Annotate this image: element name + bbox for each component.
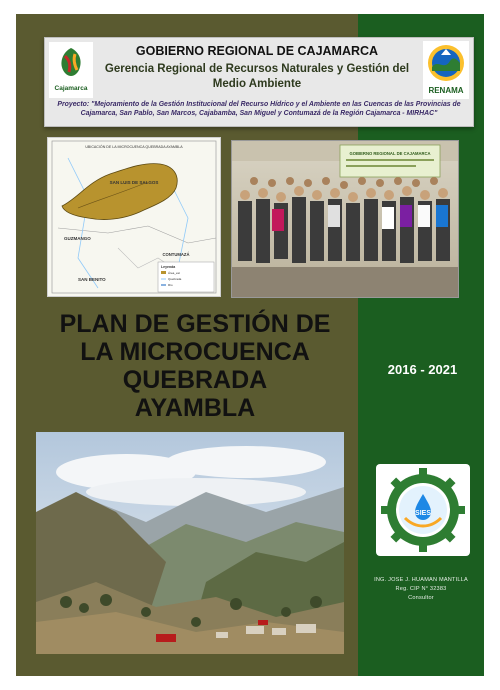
- map-label-contumaza: CONTUMAZÁ: [162, 252, 190, 257]
- consultant-role: Consultor: [408, 595, 434, 601]
- map-legend-item: Río: [168, 283, 173, 287]
- map-label-guzmango: GUZMANGO: [64, 236, 91, 241]
- renama-logo-text: RENAMA: [428, 86, 464, 95]
- map-label-san-benito: SAN BENITO: [78, 277, 106, 282]
- plan-period: 2016 - 2021: [387, 362, 458, 377]
- banner-text: GOBIERNO REGIONAL DE CAJAMARCA: [349, 151, 431, 156]
- cajamarca-logo: [49, 42, 93, 98]
- landscape-photo: [36, 432, 344, 654]
- renama-logo: [423, 41, 469, 99]
- header-subtitle: Gerencia Regional de Recursos Naturales y Gestión del Medio Ambiente: [104, 63, 410, 90]
- main-title-line: LA MICROCUENCA: [80, 338, 310, 366]
- map-label-san-luis: SAN LUIS DE SALGOS: [109, 180, 159, 185]
- map-legend-title: Leyenda: [161, 265, 176, 269]
- location-map: [47, 137, 221, 297]
- sies-logo: [376, 464, 470, 556]
- map-legend-item: Área_est: [168, 271, 181, 275]
- consultant-info: [362, 576, 480, 603]
- header-box: [44, 37, 474, 127]
- consultant-registration: Reg. CIP N° 32383: [395, 586, 447, 592]
- main-title-line: AYAMBLA: [134, 394, 256, 422]
- sies-logo-text: SIES: [415, 510, 431, 517]
- header-title: GOBIERNO REGIONAL DE CAJAMARCA: [135, 44, 379, 58]
- project-description: Proyecto: "Mejoramiento de la Gestión Institucional del Recurso Hídrico y el Ambiente en las Cuencas de las Provincias de Cajamarca, San Pablo, San Marcos, Cajabamba, San Miguel y Contumazá de la Región Cajamarca - MIRHAC": [57, 101, 461, 117]
- main-title-line: QUEBRADA: [122, 366, 268, 394]
- map-title: UBICACIÓN DE LA MICROCUENCA QUEBRADA AYAMBLA: [85, 145, 183, 149]
- map-legend-item: Quebrada: [168, 277, 182, 281]
- cajamarca-logo-text: Cajamarca: [54, 85, 88, 92]
- group-photo: [231, 140, 459, 298]
- consultant-name: ING. JOSE J. HUAMAN MANTILLA: [374, 577, 468, 583]
- main-title-line: PLAN DE GESTIÓN DE: [59, 310, 331, 338]
- main-title: [40, 310, 350, 422]
